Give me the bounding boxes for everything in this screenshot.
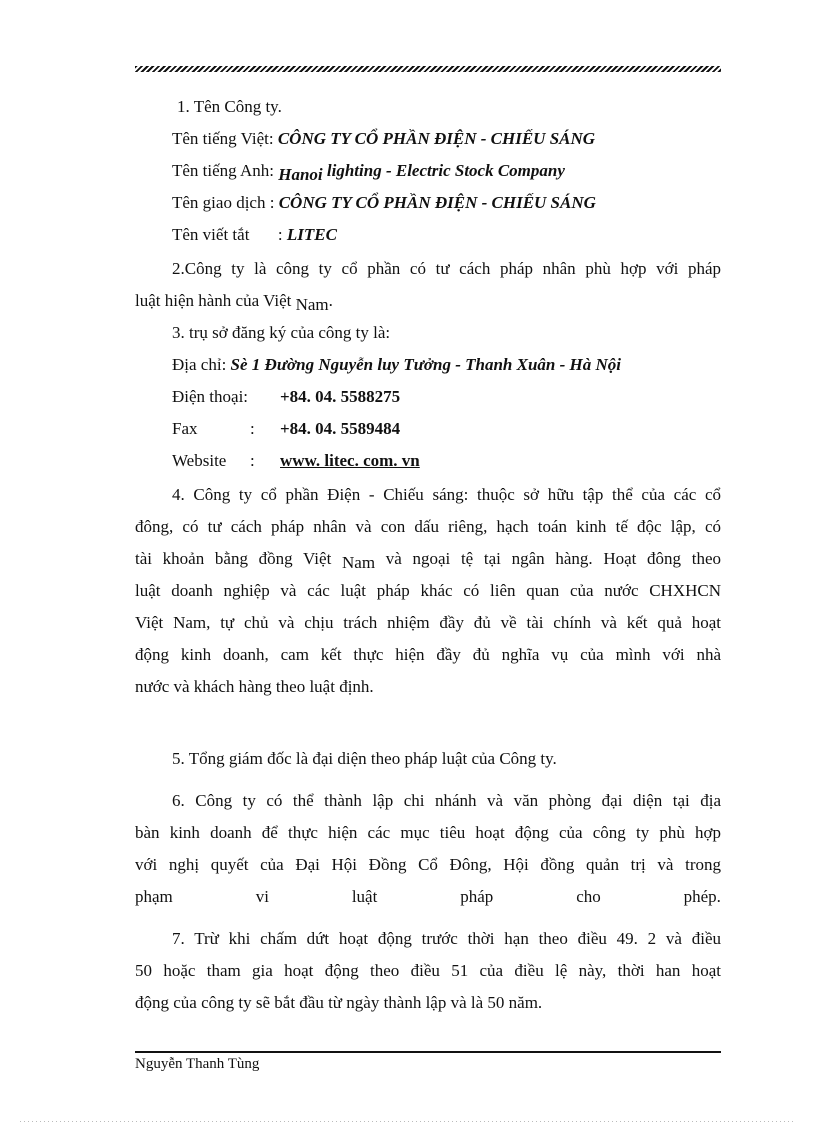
phone-value: +84. 04. 5588275 (280, 387, 401, 406)
website-row (172, 450, 721, 472)
section6-word: phép. (683, 887, 721, 906)
abbreviation-value: LITEC (286, 225, 337, 244)
section6-line3: với nghị quyết của Đại Hội Đồng Cổ Đông, Hội đồng quản trị và trong (135, 855, 721, 874)
section6-line2: bàn kinh doanh để thực hiện các mục tiêu hoạt động của công ty phù hợp (135, 823, 721, 842)
section7-line3: động của công ty sẽ bắt đầu từ ngày thành lập và là 50 năm. (135, 993, 543, 1012)
section4-line6: động kinh doanh, cam kết thực hiện đầy đủ nghĩa vụ của mình với nhà (135, 645, 721, 664)
section4-line3-a: tài khoản bằng đồng Việt (135, 549, 332, 568)
section2-line1: 2.Công ty là công ty cổ phần có tư cách pháp nhân phù hợp với pháp (172, 259, 721, 278)
section2-line2-text: luật hiện hành của Việt (135, 291, 292, 310)
section2-line2-period: . (328, 291, 333, 310)
vietnamese-name-value: CÔNG TY CỔ PHẦN ĐIỆN - CHIẾU SÁNG (277, 129, 596, 148)
phone-row (172, 386, 721, 408)
footer-author: Nguyễn Thanh Tùng (135, 1056, 260, 1072)
section2-line2-nam: Nam (295, 295, 329, 314)
section6-word: cho (576, 887, 601, 906)
fax-colon: : (250, 419, 255, 438)
section6-line4 (135, 886, 721, 908)
english-name-value: lighting - Electric Stock Company (326, 161, 565, 180)
vietnamese-name-row (172, 128, 721, 150)
english-name-label: Tên tiếng Anh: (172, 161, 274, 180)
section7-line2: 50 hoặc tham gia hoạt động theo điều 51 của điều lệ này, thời han hoạt (135, 961, 721, 980)
website-colon: : (250, 451, 255, 470)
abbreviation-label: Tên viết tắt (172, 225, 250, 244)
abbreviation-colon: : (277, 225, 283, 244)
section6-word: vi (255, 887, 269, 906)
trade-name-label: Tên giao dịch : (172, 193, 275, 212)
address-value: Sè 1 Đường Nguyễn luy Tưởng - Thanh Xuân - Hà Nội (230, 355, 622, 374)
phone-label: Điện thoại: (172, 387, 249, 406)
section6-line1: 6. Công ty có thể thành lập chi nhánh và văn phòng đại diện tại địa (172, 791, 721, 810)
address-label: Địa chỉ: (172, 355, 227, 374)
section4-line7: nước và khách hàng theo luật định. (135, 677, 374, 696)
section1-heading: 1. Tên Công ty. (177, 97, 282, 116)
fax-label: Fax (172, 419, 198, 438)
trade-name-row (172, 192, 721, 214)
section6-word: luật (351, 887, 378, 906)
section4-line3 (135, 548, 721, 570)
section6-word: phạm (135, 887, 173, 906)
section2-line2 (135, 290, 721, 312)
section4-line4: luật doanh nghiệp và các luật pháp khác có liên quan của nước CHXHCN (135, 581, 721, 600)
section4-line5: Việt Nam, tự chủ và chịu trách nhiệm đầy đủ về tài chính và kết quả hoạt (135, 613, 721, 632)
english-name-value-hanoi: Hanoi (278, 165, 323, 184)
fax-value: +84. 04. 5589484 (280, 419, 401, 438)
footer-rule (135, 1051, 721, 1053)
section4-line2: đông, có tư cách pháp nhân và con dấu riêng, hạch toán kinh tế độc lập, có (135, 517, 721, 536)
vietnamese-name-label: Tên tiếng Việt: (172, 129, 274, 148)
address-row (172, 354, 721, 376)
english-name-row (172, 160, 721, 182)
website-label: Website (172, 451, 227, 470)
trade-name-value: CÔNG TY CỔ PHẦN ĐIỆN - CHIẾU SÁNG (278, 193, 596, 212)
header-decorative-rule (135, 66, 721, 72)
section7-line1: 7. Trừ khi chấm dứt hoạt động trước thời hạn theo điều 49. 2 và điều (172, 929, 721, 948)
section4-line3-nam: Nam (342, 553, 376, 572)
fax-row (172, 418, 721, 440)
abbreviation-row (172, 224, 721, 246)
section6-word: pháp (460, 887, 494, 906)
website-link[interactable]: www. litec. com. vn (280, 451, 420, 470)
section3-heading: 3. trụ sở đăng ký của công ty là: (172, 323, 391, 342)
section5-line1: 5. Tổng giám đốc là đại diện theo pháp luật của Công ty. (172, 749, 557, 768)
section4-line3-c: và ngoại tệ tại ngân hàng. Hoạt đông theo (385, 549, 722, 568)
page-bottom-border (20, 1121, 796, 1122)
section4-line1: 4. Công ty cổ phần Điện - Chiếu sáng: thuộc sở hữu tập thể của các cổ (172, 485, 721, 504)
